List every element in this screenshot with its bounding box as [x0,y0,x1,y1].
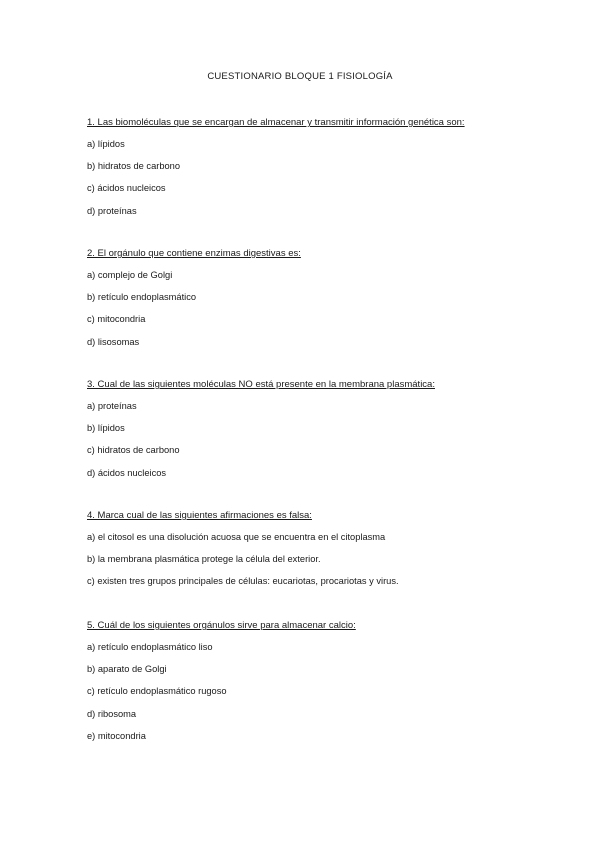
question-4-text: 4. Marca cual de las siguientes afirmaciones es falsa: [87,510,312,521]
question-5-option-c: c) retículo endoplasmático rugoso [87,686,227,697]
question-4 [87,509,527,598]
question-5-text: 5. Cuál de los siguientes orgánulos sirve para almacenar calcio: [87,620,356,631]
question-1-option-d: d) proteínas [87,205,137,216]
document-title: CUESTIONARIO BLOQUE 1 FISIOLOGÍA [207,71,393,82]
question-3-option-a: a) proteínas [87,401,137,411]
question-5-option-e: e) mitocondria [87,730,146,741]
question-5-option-d: d) ribosoma [87,708,137,719]
question-1-option-a: a) lípidos [87,139,125,149]
question-5-option-b: b) aparato de Golgi [87,664,167,675]
question-3-option-b: b) lípidos [87,423,125,434]
question-1-text: 1. Las biomoléculas que se encargan de almacenar y transmitir información genética son: [87,117,465,128]
question-5-option-a: a) retículo endoplasmático liso [87,642,213,652]
question-5 [87,619,527,752]
question-2 [87,247,527,358]
question-3-text: 3. Cual de las siguientes moléculas NO está presente en la membrana plasmática: [87,379,435,390]
question-2-option-c: c) mitocondria [87,314,146,325]
question-3 [87,378,527,489]
question-3-option-c: c) hidratos de carbono [87,445,180,456]
question-4-option-c: c) existen tres grupos principales de células: eucariotas, procariotas y virus. [87,576,399,587]
question-2-option-a: a) complejo de Golgi [87,270,173,280]
question-1 [87,116,527,227]
question-4-option-a: a) el citosol es una disolución acuosa que se encuentra en el citoplasma [87,532,386,542]
question-2-option-b: b) retículo endoplasmático [87,292,197,303]
question-2-option-d: d) lisosomas [87,336,140,347]
question-4-option-b: b) la membrana plasmática protege la célula del exterior. [87,554,321,565]
question-2-text: 2. El orgánulo que contiene enzimas digestivas es: [87,248,301,259]
question-1-option-b: b) hidratos de carbono [87,161,181,172]
question-1-option-c: c) ácidos nucleicos [87,183,166,194]
question-3-option-d: d) ácidos nucleicos [87,467,167,478]
